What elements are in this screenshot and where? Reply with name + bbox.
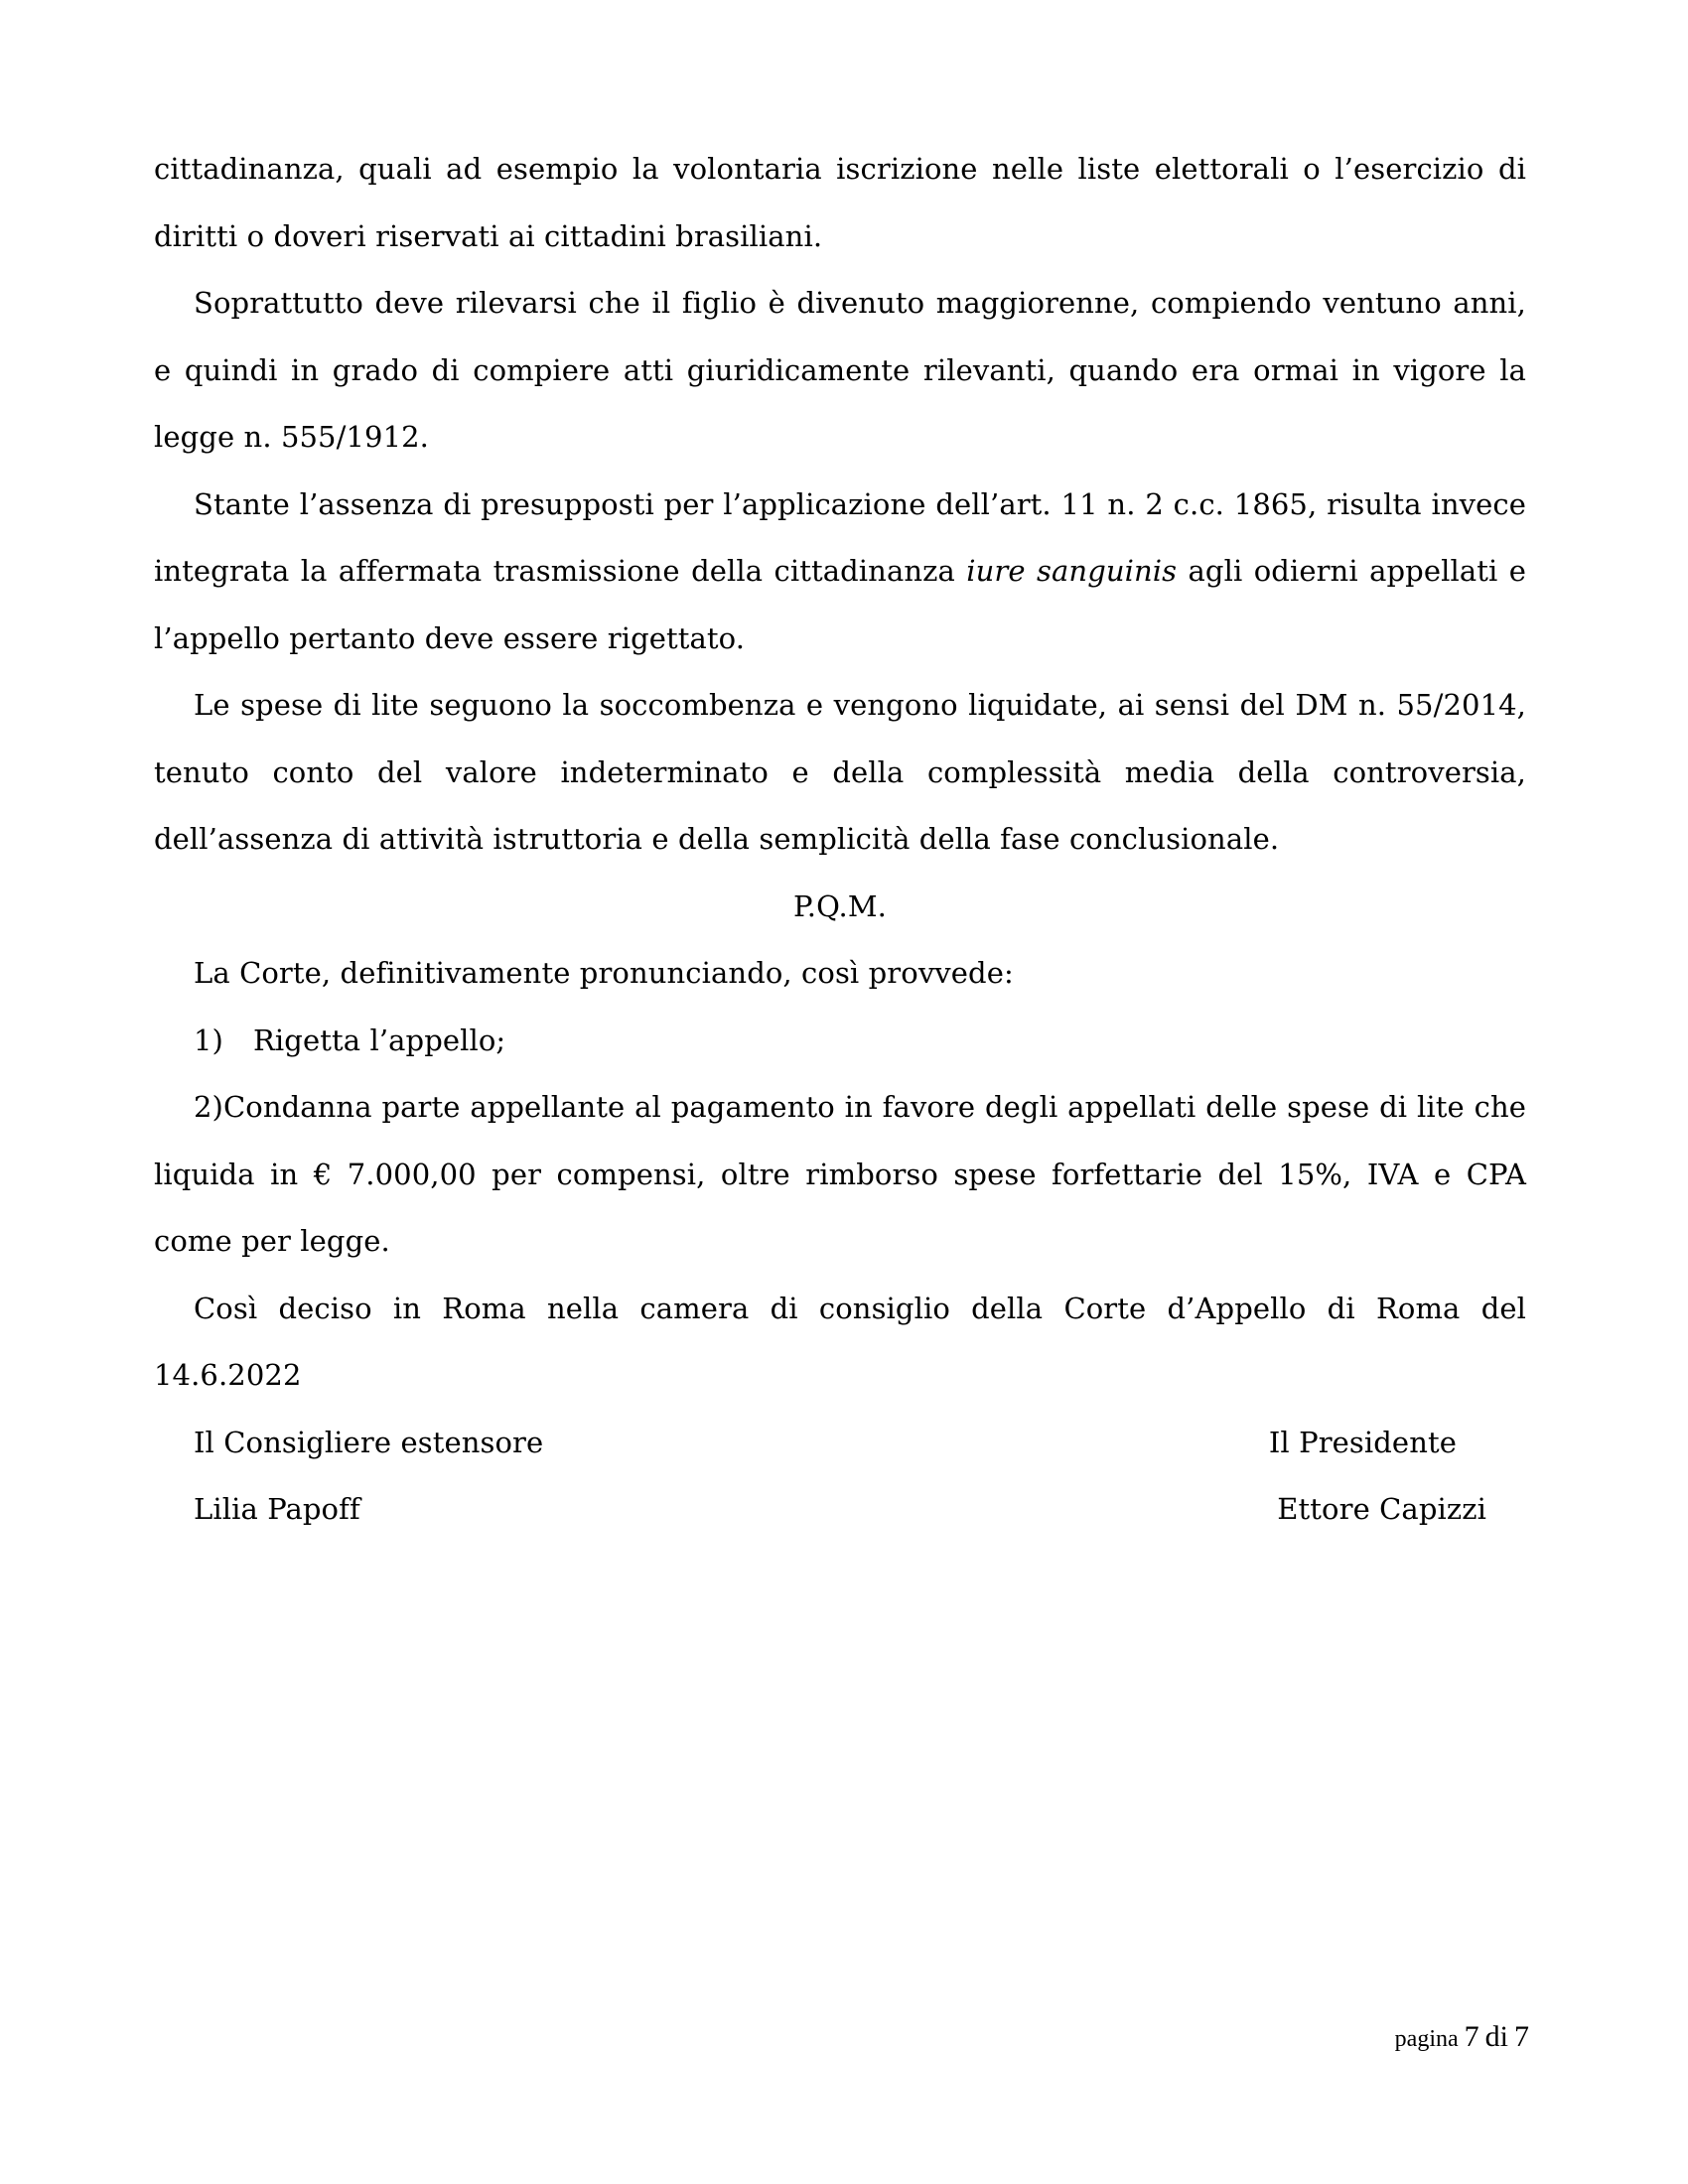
paragraph-legal-costs: Le spese di lite seguono la soccombenza e vengono liquidate, ai sensi del DM n. 55/2014, tenuto conto del valore indeterminato e della complessità media della controversia, dell’assenza di attività istruttoria e della semplicità della fase conclusionale. (154, 688, 1526, 856)
decision-intro: La Corte, definitivamente pronunciando, così provvede: (194, 956, 1014, 990)
decision-number: 2) (194, 1090, 223, 1124)
closing-statement: Così deciso in Roma nella camera di consiglio della Corte d’Appello di Roma del 14.6.2022 (154, 1291, 1526, 1392)
paragraph-citizenship-acts: cittadinanza, quali ad esempio la volontaria iscrizione nelle liste elettorali o l’esercizio di diritti o doveri riservati ai cittadini brasiliani. (154, 152, 1526, 253)
signature-left-name: Lilia Papoff (194, 1492, 360, 1526)
page-separator: di (1484, 2020, 1508, 2053)
page-current: 7 (1464, 2020, 1479, 2053)
paragraph-iure-sanguinis-end: agli odierni appellati e l’appello pertanto deve essere rigettato. (154, 554, 1527, 655)
page-label: pagina (1394, 2026, 1459, 2052)
signature-left-role: Il Consigliere estensore (194, 1425, 544, 1459)
signature-names-row (154, 1476, 1526, 1544)
italic-term: iure sanguinis (966, 554, 1178, 588)
decision-number: 1) (194, 1023, 223, 1057)
signature-right-role: Il Presidente (1268, 1425, 1457, 1459)
signature-right-name: Ettore Capizzi (1277, 1492, 1486, 1526)
decision-item-2 (154, 1074, 1526, 1276)
paragraph-iure-sanguinis (154, 472, 1526, 673)
decision-item-1 (154, 1008, 1526, 1075)
decision-text: Condanna parte appellante al pagamento in favore degli appellati delle spese di lite che liquida in € 7.000,00 per compensi, oltre rimborso spese forfettarie del 15%, IVA e CPA come per legge. (154, 1090, 1526, 1258)
page-total: 7 (1514, 2020, 1529, 2053)
decision-text: Rigetta l’appello; (253, 1023, 506, 1057)
pqm-heading: P.Q.M. (793, 888, 887, 923)
document-body (154, 136, 1526, 1544)
signature-roles-row (154, 1410, 1526, 1477)
paragraph-age-of-majority: Soprattutto deve rilevarsi che il figlio è divenuto maggiorenne, compiendo ventuno anni, e quindi in grado di compiere atti giuridicamente rilevanti, quando era ormai in vigore la legge n. 555/1912. (154, 286, 1526, 454)
paragraph-iure-sanguinis-start: Stante l’assenza di presupposti per l’applicazione dell’art. 11 n. 2 c.c. 1865, risulta invece integrata la affermata trasmissione della cittadinanza (154, 486, 1526, 588)
page-number-footer (1395, 2020, 1529, 2054)
